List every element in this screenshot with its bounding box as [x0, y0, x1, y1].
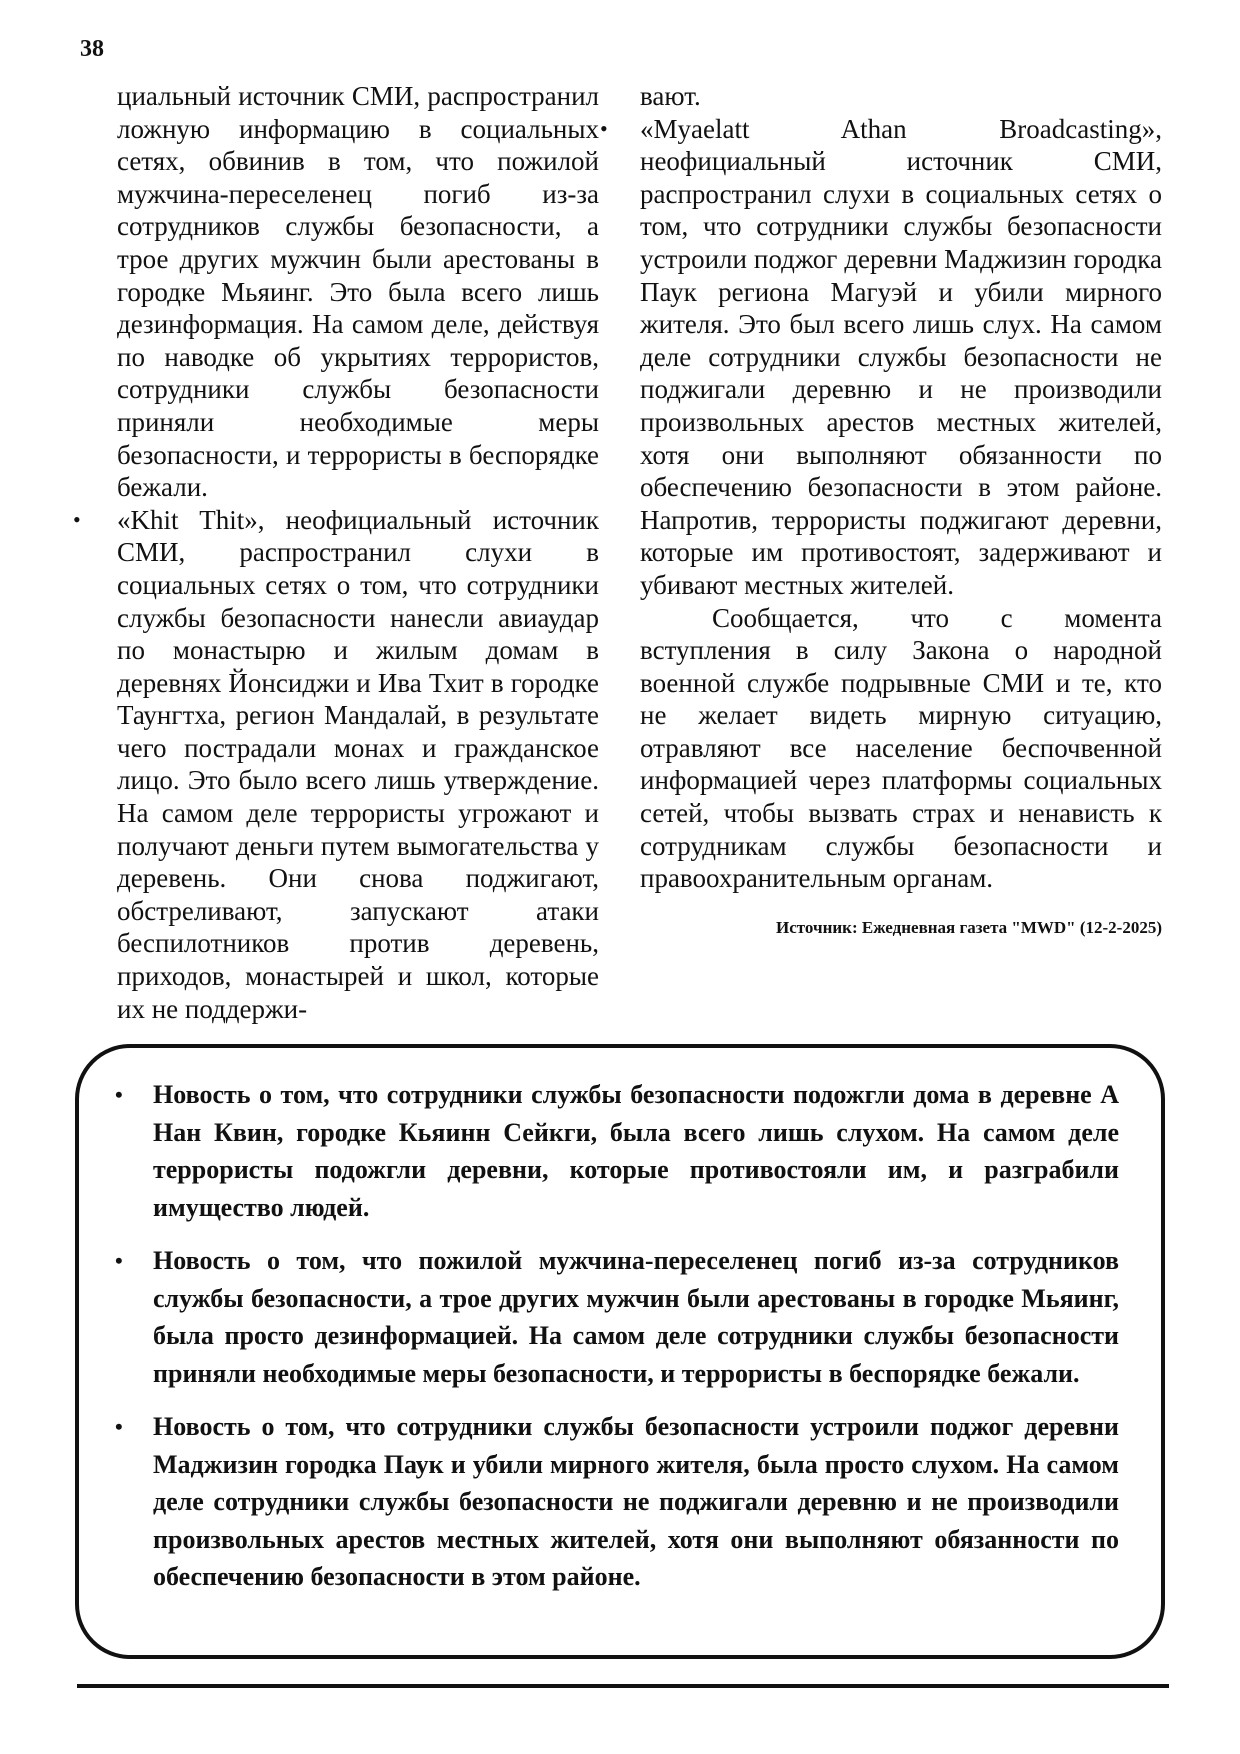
left-column [73, 80, 599, 1025]
page-number: 38 [80, 36, 104, 62]
bottom-divider [77, 1684, 1169, 1688]
left-bullet-list [73, 504, 599, 1026]
list-item [73, 504, 599, 1026]
summary-item-text: Новость о том, что пожилой мужчина-переселенец погиб из-за сотрудников службы безопасности, а трое других мужчин были арестованы в городке Мьяинг, была просто дезинформацией. На самом деле сотрудники службы безопасности приняли необходимые меры безопасности, и террористы в беспорядке бежали. [153, 1246, 1119, 1388]
summary-item-text: Новость о том, что сотрудники службы безопасности подожгли дома в деревне А Нан Квин, городке Кьяинн Сейкги, была всего лишь слухом. На самом деле террористы подожгли деревни, которые противостояли им, и разграбили имущество людей. [153, 1080, 1119, 1222]
summary-item-text: Новость о том, что сотрудники службы безопасности устроили поджог деревни Маджизин городка Паук и убили мирного жителя, была просто слухом. На самом деле сотрудники службы безопасности не поджигали деревню и не производили произвольных арестов местных жителей, хотя они выполняют обязанности по обеспечению безопасности в этом районе. [153, 1412, 1119, 1591]
summary-box [75, 1044, 1165, 1659]
summary-item [115, 1408, 1119, 1596]
bullet-icon: • [600, 115, 608, 141]
summary-item [115, 1076, 1119, 1226]
bullet-icon: • [115, 1082, 123, 1107]
source-citation: Источник: Ежедневная газета "MWD" (12-2-2025) [776, 917, 1162, 937]
list-item-text: «Khit Thit», неофициальный источник СМИ, распространил слухи в социальных сетях о том, что сотрудники службы безопасности нанесли авиаудар по монастырю и жилым домам в деревнях Йонсиджи и Ива Тхит в городке Таунгтха, регион Мандалай, в результате чего пострадали монах и гражданское лицо. Это было всего лишь утверждение. На самом деле террористы угрожают и получают деньги путем вымогательства у деревень. Они снова поджигают, обстреливают, запускают атаки беспилотников против деревень, приходов, монастырей и школ, которые их не поддержи- [117, 504, 599, 1024]
list-item [600, 113, 1162, 602]
closing-paragraph: Сообщается, что с момента вступления в силу Закона о народной военной службе подрывные СМИ и те, кто не желает видеть мирную ситуацию, отравляют все население беспочвенной информацией через платформы социальных сетей, чтобы вызвать страх и ненависть к сотрудникам службы безопасности и правоохранительным органам. [640, 602, 1162, 894]
summary-list [115, 1076, 1119, 1596]
list-item-text: «Myaelatt Athan Broadcasting», неофициальный источник СМИ, распространил слухи в социальных сетях о том, что сотрудники службы безопасности устроили поджог деревни Маджизин городка Паук региона Магуэй и убили мирного жителя. Это был всего лишь слух. На самом деле сотрудники службы безопасности не поджигали деревню и не производили произвольных арестов местных жителей, хотя они выполняют обязанности по обеспечению безопасности в этом районе. Напротив, террористы поджигают деревни, которые им противостоят, задерживают и убивают местных жителей. [640, 113, 1162, 600]
right-column [600, 80, 1162, 939]
left-paragraph-continuation: циальный источник СМИ, распространил ложную информацию в социальных сетях, обвинив в том, что пожилой мужчина-переселенец погиб из-за сотрудников службы безопасности, а трое других мужчин были арестованы в городке Мьяинг. Это была всего лишь дезинформация. На самом деле, действуя по наводке об укрытиях террористов, сотрудники службы безопасности приняли необходимые меры безопасности, и террористы в беспорядке бежали. [117, 81, 599, 503]
summary-item [115, 1242, 1119, 1392]
right-bullet-list [600, 113, 1162, 602]
bullet-icon: • [115, 1248, 123, 1273]
bullet-icon: • [115, 1414, 123, 1439]
right-paragraph-continuation: вают. [640, 81, 701, 111]
bullet-icon: • [73, 506, 81, 532]
